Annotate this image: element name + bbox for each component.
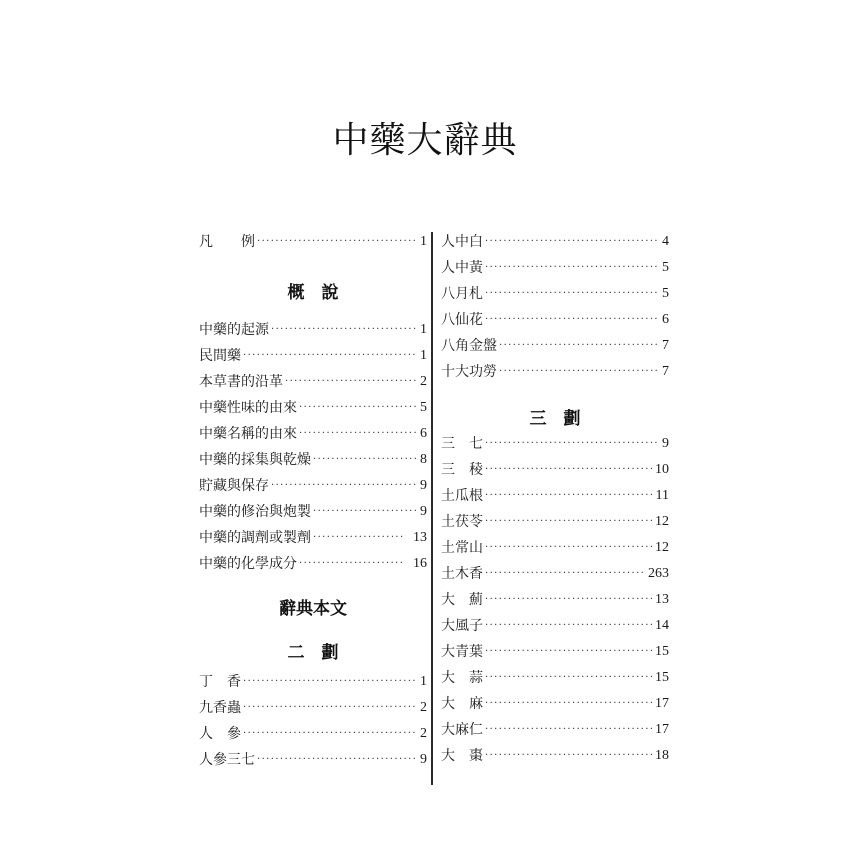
entry-page: 12	[655, 514, 669, 529]
entry-page: 6	[662, 312, 669, 327]
entry-label: 中藥的採集與乾燥	[199, 452, 311, 468]
entry-page: 4	[662, 234, 669, 249]
entry-label: 民間藥	[199, 348, 241, 364]
entry-label: 大 薊	[441, 592, 483, 608]
section-heading-three-strokes: 三 劃	[529, 409, 581, 429]
entry-label: 土常山	[441, 540, 483, 556]
entry-label: 大 棗	[441, 748, 483, 764]
dot-leader	[299, 422, 418, 446]
section-heading-two-strokes: 二 劃	[287, 643, 339, 663]
entry-page: 5	[662, 286, 669, 301]
toc-entry[interactable]	[199, 474, 427, 498]
entry-page: 11	[655, 488, 669, 503]
entry-page: 7	[662, 338, 669, 353]
entry-label: 本草書的沿革	[199, 374, 283, 390]
toc-entry[interactable]	[441, 308, 669, 332]
dot-leader	[243, 696, 418, 720]
entry-page: 1	[420, 674, 427, 689]
toc-entry[interactable]	[441, 640, 669, 664]
toc-entry[interactable]	[199, 500, 427, 524]
toc-entry[interactable]	[199, 344, 427, 368]
dot-leader	[485, 666, 653, 690]
toc-entry[interactable]	[441, 484, 669, 508]
dot-leader	[499, 334, 660, 358]
entry-page: 1	[420, 234, 427, 249]
entry-label: 凡 例	[199, 234, 255, 250]
dot-leader	[271, 474, 418, 498]
entry-label: 大青葉	[441, 644, 483, 660]
dot-leader	[313, 500, 418, 524]
dot-leader	[257, 230, 418, 254]
entry-label: 中藥的修治與炮製	[199, 504, 311, 520]
dot-leader	[485, 562, 646, 586]
toc-entry[interactable]	[441, 562, 669, 586]
entry-page: 1	[420, 348, 427, 363]
entry-page: 14	[655, 618, 669, 633]
dot-leader	[243, 344, 418, 368]
dot-leader	[499, 360, 660, 384]
toc-entry[interactable]	[199, 526, 427, 550]
entry-label: 大麻仁	[441, 722, 483, 738]
toc-entry[interactable]	[199, 722, 427, 746]
dot-leader	[485, 718, 653, 742]
entry-label: 中藥的調劑或製劑	[199, 530, 311, 546]
entry-page: 9	[420, 504, 427, 519]
dot-leader	[485, 692, 653, 716]
toc-entry[interactable]	[441, 360, 669, 384]
entry-label: 中藥名稱的由來	[199, 426, 297, 442]
dot-leader	[313, 526, 403, 550]
entry-label: 土木香	[441, 566, 483, 582]
entry-label: 九香蟲	[199, 700, 241, 716]
toc-entry[interactable]	[441, 256, 669, 280]
entry-label: 八月札	[441, 286, 483, 302]
dot-leader	[485, 510, 653, 534]
dot-leader	[485, 458, 653, 482]
entry-page: 5	[662, 260, 669, 275]
toc-entry[interactable]	[199, 552, 427, 576]
entry-label: 三 七	[441, 436, 483, 452]
entry-label: 中藥的起源	[199, 322, 269, 338]
dot-leader	[485, 484, 654, 508]
entry-page: 5	[420, 400, 427, 415]
entry-page: 9	[420, 752, 427, 767]
dot-leader	[285, 370, 418, 394]
toc-entry[interactable]	[199, 748, 427, 772]
entry-page: 18	[655, 748, 669, 763]
entry-label: 十大功勞	[441, 364, 497, 380]
entry-page: 13	[413, 530, 427, 545]
toc-entry[interactable]	[441, 614, 669, 638]
entry-page: 7	[662, 364, 669, 379]
dot-leader	[299, 552, 403, 576]
entry-page: 9	[662, 436, 669, 451]
dot-leader	[243, 722, 418, 746]
entry-page: 15	[655, 644, 669, 659]
page-title: 中藥大辭典	[332, 120, 518, 161]
entry-label: 人 參	[199, 726, 241, 742]
entry-label: 八仙花	[441, 312, 483, 328]
dot-leader	[485, 614, 653, 638]
toc-entry[interactable]	[441, 432, 669, 456]
entry-page: 16	[413, 556, 427, 571]
entry-page: 15	[655, 670, 669, 685]
toc-entry[interactable]	[441, 692, 669, 716]
entry-label: 土瓜根	[441, 488, 483, 504]
entry-label: 八角金盤	[441, 338, 497, 354]
column-divider	[431, 232, 433, 785]
dot-leader	[243, 670, 418, 694]
entry-page: 10	[655, 462, 669, 477]
entry-page: 1	[420, 322, 427, 337]
toc-entry[interactable]	[199, 318, 427, 342]
dot-leader	[485, 282, 660, 306]
entry-page: 263	[648, 566, 669, 581]
entry-label: 中藥的化學成分	[199, 556, 297, 572]
toc-entry[interactable]	[441, 510, 669, 534]
dot-leader	[257, 748, 418, 772]
toc-entry[interactable]	[441, 536, 669, 560]
entry-label: 大 麻	[441, 696, 483, 712]
dot-leader	[271, 318, 418, 342]
entry-page: 9	[420, 478, 427, 493]
entry-label: 大 蒜	[441, 670, 483, 686]
toc-entry[interactable]	[199, 422, 427, 446]
dot-leader	[485, 588, 653, 612]
entry-page: 17	[655, 696, 669, 711]
dot-leader	[485, 432, 660, 456]
toc-entry[interactable]	[199, 448, 427, 472]
entry-label: 丁 香	[199, 674, 241, 690]
dot-leader	[485, 256, 660, 280]
section-heading-main-text: 辭典本文	[279, 599, 347, 619]
toc-entry-intro[interactable]	[199, 230, 427, 254]
toc-entry[interactable]	[441, 282, 669, 306]
section-heading-overview: 概 說	[287, 283, 339, 303]
entry-label: 人中黃	[441, 260, 483, 276]
toc-entry[interactable]	[441, 230, 669, 254]
dot-leader	[485, 230, 660, 254]
entry-page: 2	[420, 374, 427, 389]
dot-leader	[485, 744, 653, 768]
entry-label: 人中白	[441, 234, 483, 250]
toc-entry[interactable]	[199, 370, 427, 394]
toc-entry[interactable]	[441, 334, 669, 358]
entry-page: 2	[420, 726, 427, 741]
entry-page: 6	[420, 426, 427, 441]
toc-entry[interactable]	[199, 396, 427, 420]
entry-page: 8	[420, 452, 427, 467]
dot-leader	[299, 396, 418, 420]
entry-page: 12	[655, 540, 669, 555]
toc-entry[interactable]	[441, 718, 669, 742]
toc-entry[interactable]	[441, 744, 669, 768]
dot-leader	[485, 308, 660, 332]
entry-page: 17	[655, 722, 669, 737]
toc-entry[interactable]	[199, 696, 427, 720]
toc-entry[interactable]	[199, 670, 427, 694]
toc-entry[interactable]	[441, 666, 669, 690]
entry-label: 人參三七	[199, 752, 255, 768]
entry-label: 大風子	[441, 618, 483, 634]
entry-label: 土茯苓	[441, 514, 483, 530]
entry-label: 貯藏與保存	[199, 478, 269, 494]
entry-label: 中藥性味的由來	[199, 400, 297, 416]
entry-label: 三 稜	[441, 462, 483, 478]
toc-entry[interactable]	[441, 458, 669, 482]
dot-leader	[485, 536, 653, 560]
dot-leader	[485, 640, 653, 664]
dot-leader	[313, 448, 418, 472]
toc-entry[interactable]	[441, 588, 669, 612]
entry-page: 2	[420, 700, 427, 715]
entry-page: 13	[655, 592, 669, 607]
